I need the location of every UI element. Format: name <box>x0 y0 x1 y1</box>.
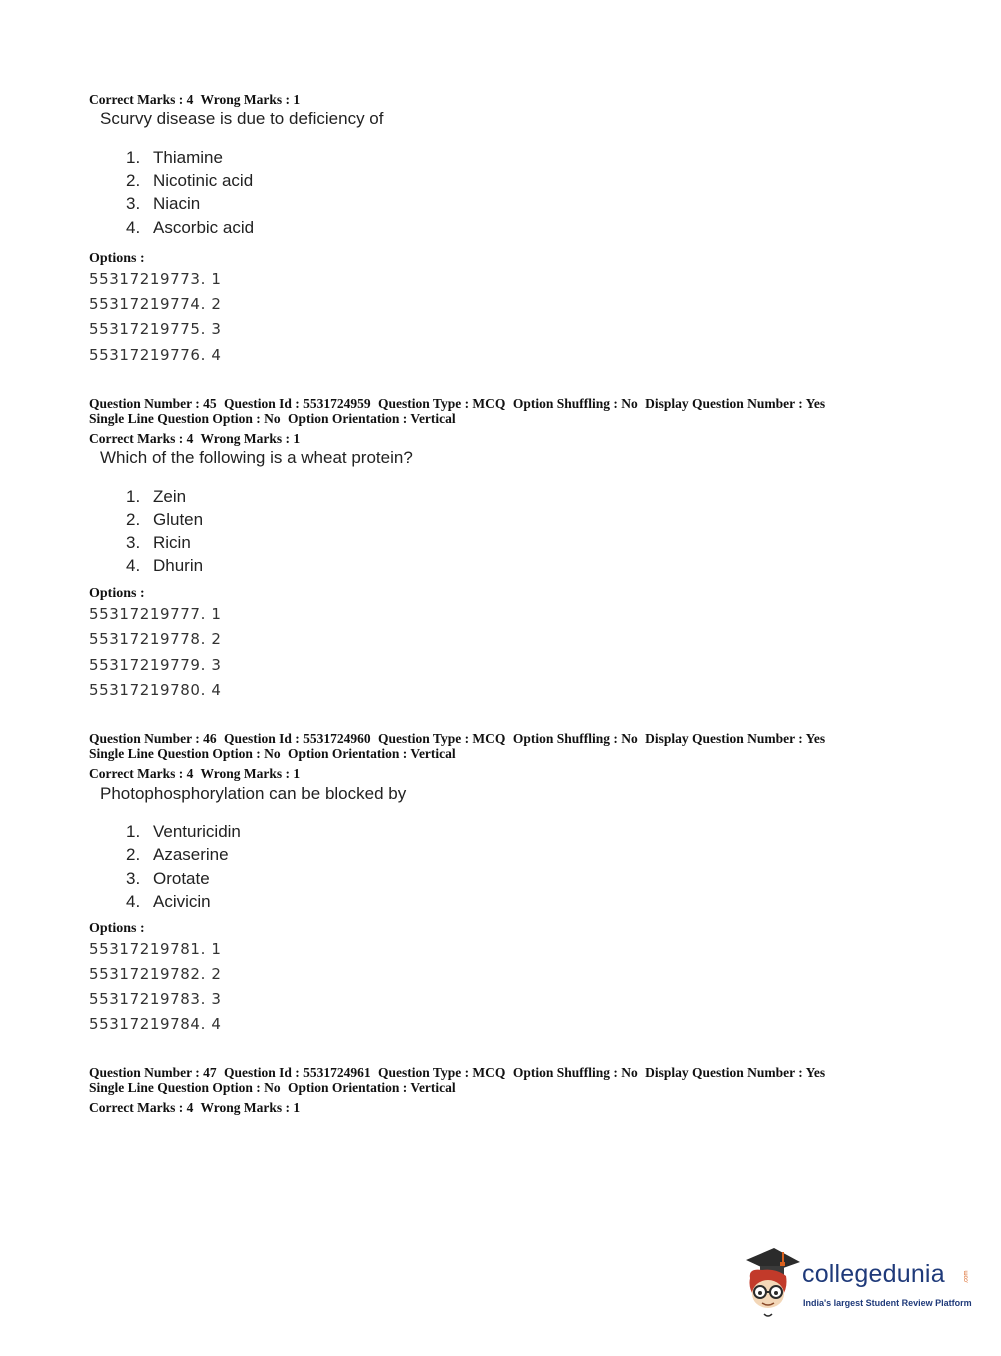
logo-wordmark: collegedunia <box>802 1260 945 1288</box>
question-text: Photophosphorylation can be blocked by <box>100 784 407 803</box>
graduate-mascot-icon <box>740 1248 802 1318</box>
choice: 1. Thiamine <box>126 148 223 167</box>
collegedunia-logo[interactable] <box>740 1248 970 1320</box>
options-label: Options : <box>89 921 145 936</box>
option-id: 55317219784. 4 <box>89 1015 222 1033</box>
options-label: Options : <box>89 251 145 266</box>
correct-marks: Correct Marks : 4 <box>89 766 194 781</box>
choice: 1. Venturicidin <box>126 822 241 841</box>
question-header-2: Single Line Question Option : No Option Orientation : Vertical <box>89 411 456 426</box>
choice: 3. Niacin <box>126 194 201 213</box>
choice: 2. Nicotinic acid <box>126 171 254 190</box>
marks-line <box>89 92 304 107</box>
choice: 4. Dhurin <box>126 556 204 575</box>
marks-line <box>89 431 304 446</box>
option-id: 55317219783. 3 <box>89 990 222 1008</box>
choice: 2. Azaserine <box>126 845 229 864</box>
option-id: 55317219781. 1 <box>89 940 222 958</box>
marks-line <box>89 1100 304 1115</box>
wrong-marks: Wrong Marks : 1 <box>200 431 301 446</box>
option-id: 55317219776. 4 <box>89 346 222 364</box>
option-id: 55317219773. 1 <box>89 270 222 288</box>
options-label: Options : <box>89 586 145 601</box>
option-id: 55317219775. 3 <box>89 320 222 338</box>
wrong-marks: Wrong Marks : 1 <box>200 1100 301 1115</box>
option-id: 55317219774. 2 <box>89 295 222 313</box>
correct-marks: Correct Marks : 4 <box>89 92 194 107</box>
choice: 4. Acivicin <box>126 892 211 911</box>
correct-marks: Correct Marks : 4 <box>89 431 194 446</box>
marks-line <box>89 766 304 781</box>
choice: 3. Ricin <box>126 533 191 552</box>
question-header-2: Single Line Question Option : No Option Orientation : Vertical <box>89 1080 456 1095</box>
choice: 3. Orotate <box>126 869 210 888</box>
correct-marks: Correct Marks : 4 <box>89 1100 194 1115</box>
question-header: Question Number : 47 Question Id : 5531724961 Question Type : MCQ Option Shuffling : No Display Question Number : Yes <box>89 1065 826 1080</box>
option-id: 55317219779. 3 <box>89 656 222 674</box>
question-text: Which of the following is a wheat protein? <box>100 448 413 467</box>
question-header-2: Single Line Question Option : No Option Orientation : Vertical <box>89 746 456 761</box>
wrong-marks: Wrong Marks : 1 <box>200 92 301 107</box>
question-text: Scurvy disease is due to deficiency of <box>100 109 384 128</box>
logo-suffix: .com <box>963 1270 970 1284</box>
choice: 2. Gluten <box>126 510 204 529</box>
question-header: Question Number : 46 Question Id : 5531724960 Question Type : MCQ Option Shuffling : No Display Question Number : Yes <box>89 731 826 746</box>
logo-tagline: India's largest Student Review Platform <box>803 1298 972 1308</box>
option-id: 55317219782. 2 <box>89 965 222 983</box>
choice: 4. Ascorbic acid <box>126 218 255 237</box>
option-id: 55317219780. 4 <box>89 681 222 699</box>
option-id: 55317219778. 2 <box>89 630 222 648</box>
wrong-marks: Wrong Marks : 1 <box>200 766 301 781</box>
question-header: Question Number : 45 Question Id : 5531724959 Question Type : MCQ Option Shuffling : No Display Question Number : Yes <box>89 396 826 411</box>
option-id: 55317219777. 1 <box>89 605 222 623</box>
choice: 1. Zein <box>126 487 187 506</box>
